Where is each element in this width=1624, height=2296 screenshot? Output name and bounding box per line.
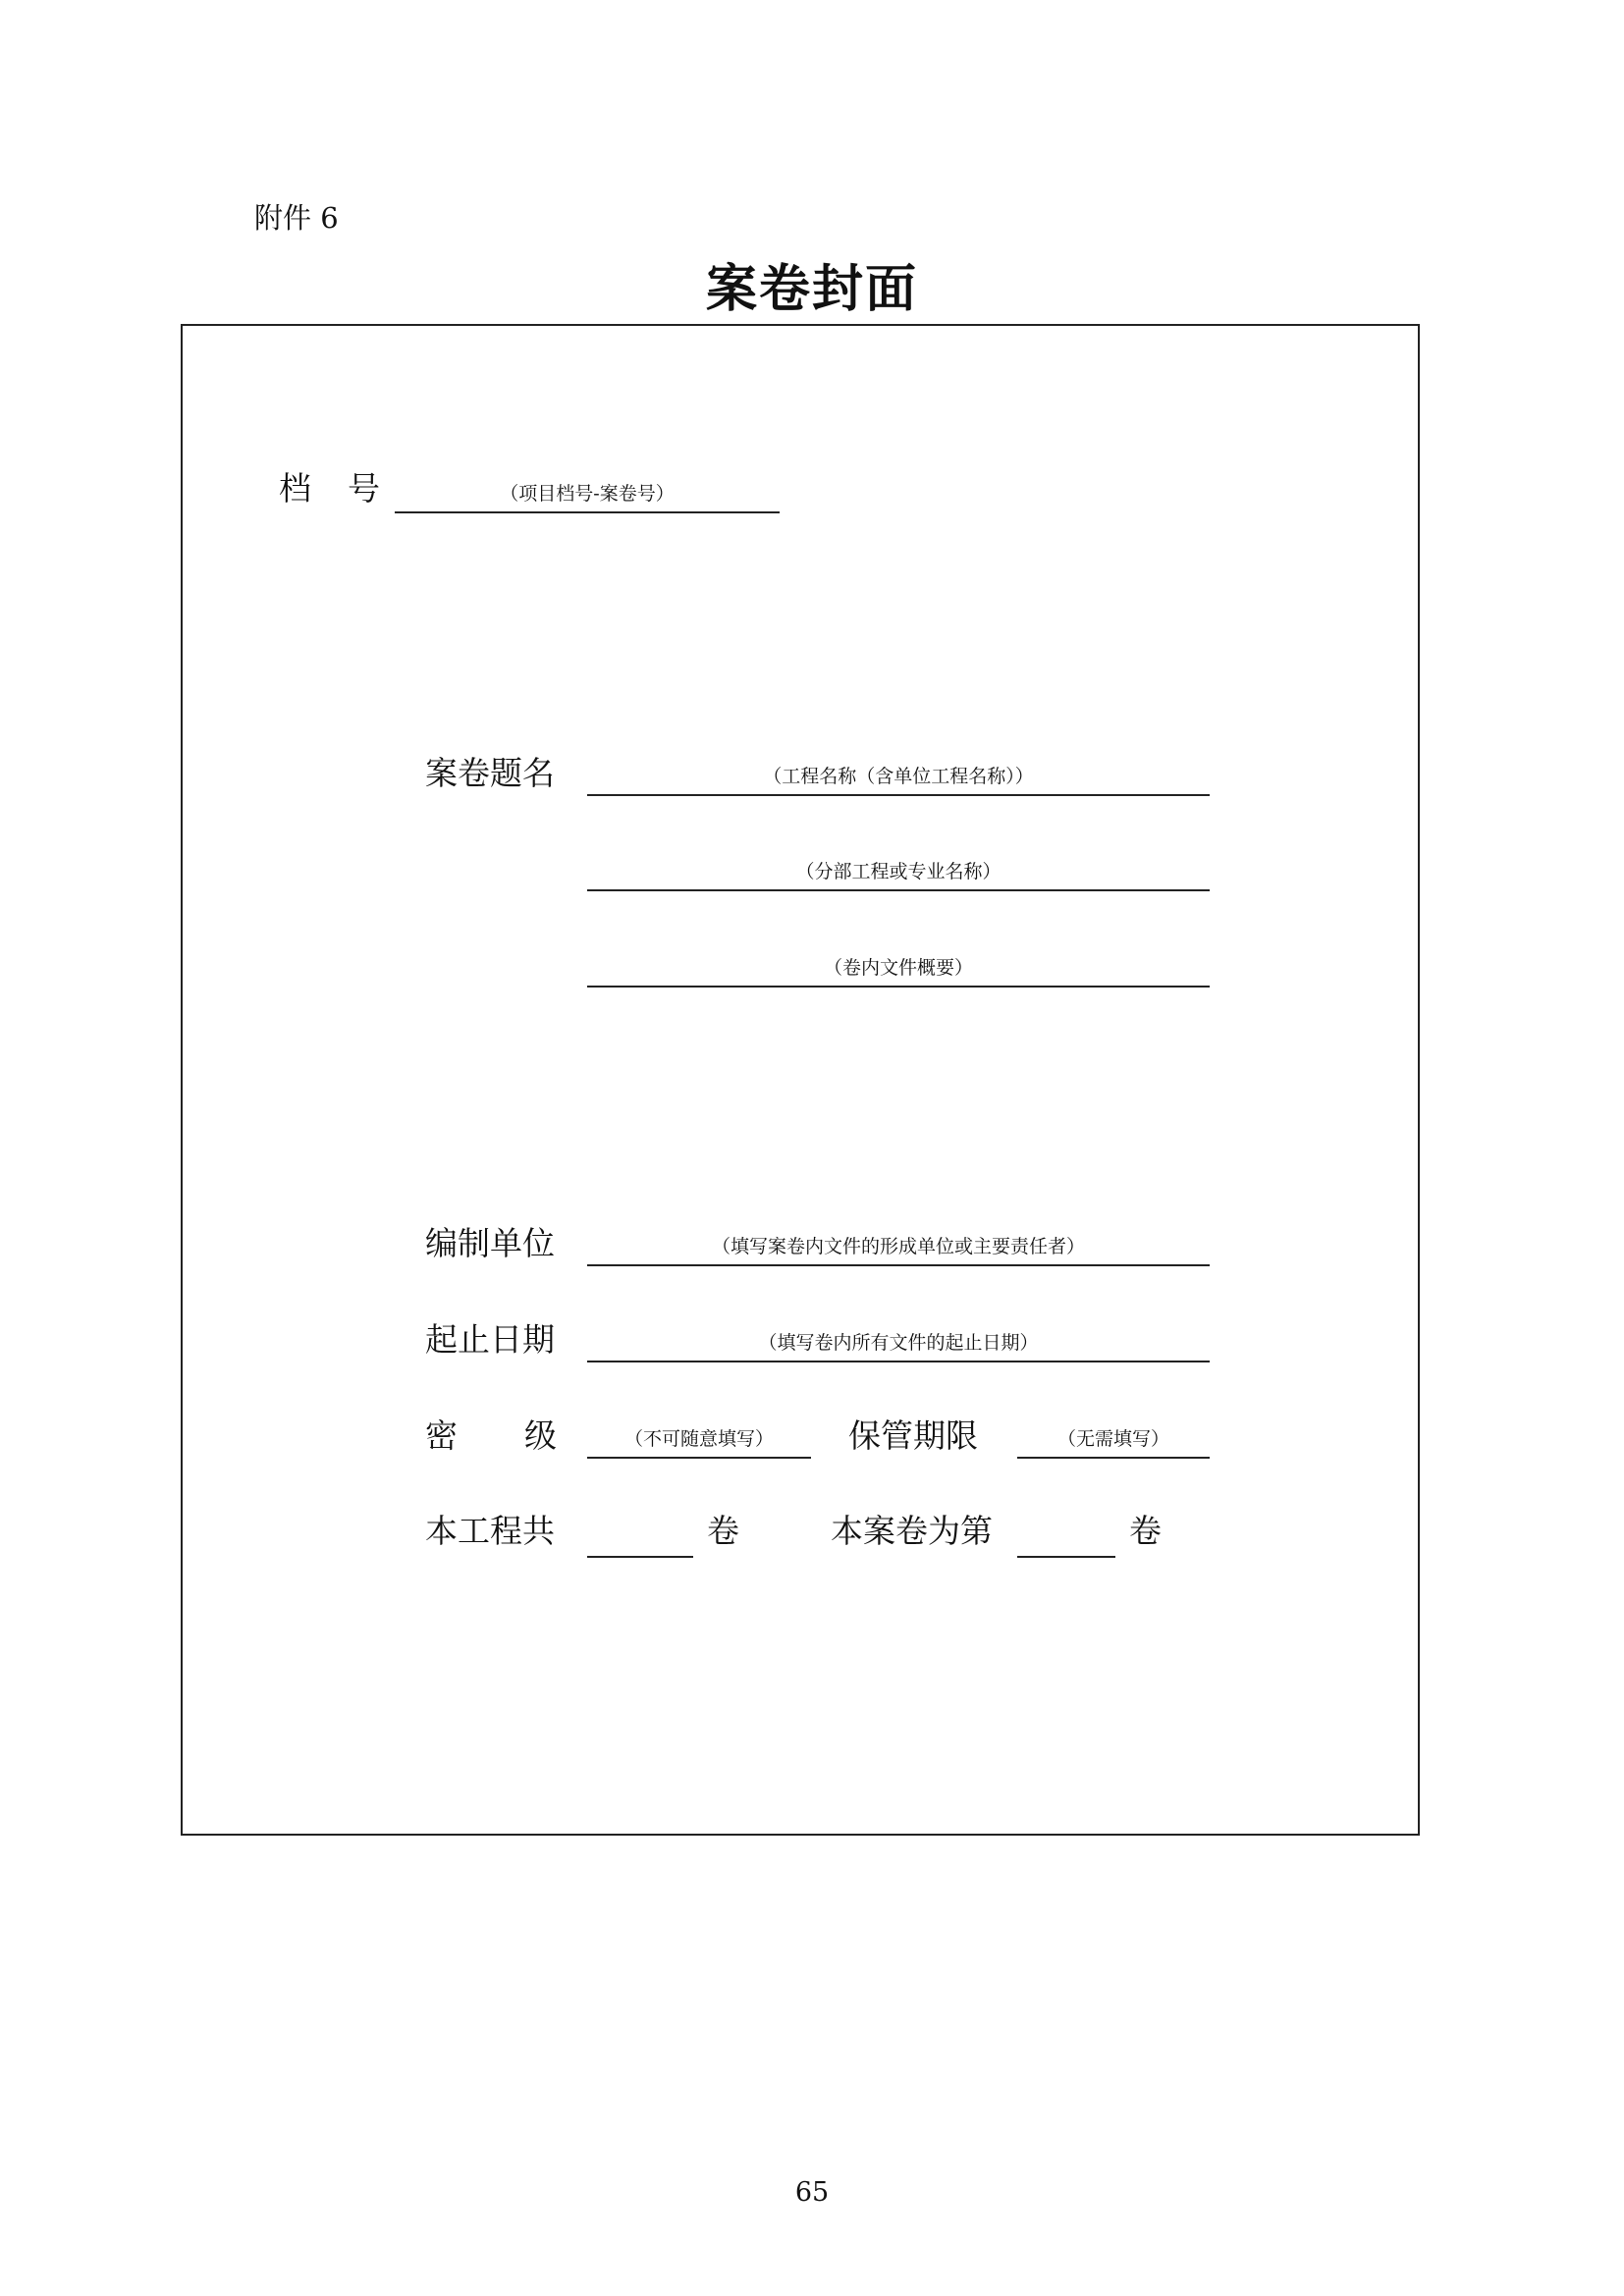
file-number-label-char-2: 号 (348, 469, 380, 507)
security-label-char-1: 密 (425, 1416, 458, 1455)
case-title-field-3[interactable] (587, 948, 1210, 988)
cover-frame (181, 324, 1420, 1836)
date-range-label: 起止日期 (425, 1320, 555, 1359)
compiler-field[interactable] (587, 1227, 1210, 1266)
volume-total-prefix: 本工程共 (425, 1512, 555, 1550)
security-field[interactable] (587, 1419, 811, 1459)
security-hint: （不可随意填写） (623, 1428, 774, 1450)
date-range-field[interactable] (587, 1323, 1210, 1362)
volume-total-field[interactable] (587, 1519, 693, 1558)
case-title-hint-3: （卷内文件概要） (823, 957, 973, 979)
retention-label: 保管期限 (848, 1416, 978, 1455)
compiler-hint: （填写案卷内文件的形成单位或主要责任者） (711, 1236, 1085, 1257)
compiler-label: 编制单位 (425, 1224, 555, 1262)
file-number-label-char-1: 档 (279, 469, 311, 507)
date-range-hint: （填写卷内所有文件的起止日期） (758, 1332, 1039, 1354)
case-title-field-2[interactable] (587, 852, 1210, 891)
file-number-hint: （项目档号-案卷号） (500, 483, 675, 505)
case-title-field-1[interactable] (587, 757, 1210, 796)
retention-field[interactable] (1017, 1419, 1210, 1459)
file-number-field[interactable] (395, 474, 780, 513)
case-title-hint-1: （工程名称（含单位工程名称）） (763, 766, 1034, 787)
case-title-label: 案卷题名 (425, 754, 555, 792)
page-title: 案卷封面 (705, 259, 918, 319)
security-label-char-2: 级 (524, 1416, 557, 1455)
retention-hint: （无需填写） (1056, 1428, 1169, 1450)
case-title-hint-2: （分部工程或专业名称） (795, 861, 1001, 882)
attachment-label: 附件 6 (254, 201, 339, 235)
page-number: 65 (794, 2177, 830, 2208)
volume-index-prefix: 本案卷为第 (831, 1512, 993, 1550)
volume-index-field[interactable] (1017, 1519, 1115, 1558)
volume-total-suffix: 卷 (707, 1512, 739, 1550)
volume-index-suffix: 卷 (1129, 1512, 1162, 1550)
